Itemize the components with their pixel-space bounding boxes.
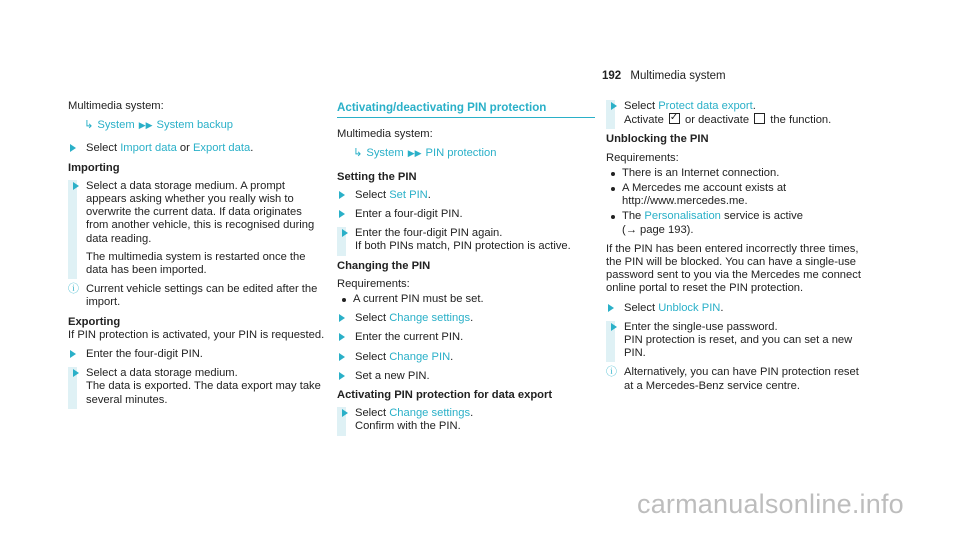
paragraph: If the PIN has been entered incorrectly three times, the PIN will be blocked. You can have a single-use password sent to you via the Mercedes me connect online portal to reset the PIN protection. <box>606 242 861 295</box>
page-header <box>602 70 726 83</box>
info-icon: ⓘ <box>606 366 617 379</box>
change-pin-link[interactable]: Change PIN <box>389 350 451 363</box>
play-arrow-icon <box>608 304 614 312</box>
menu-path <box>84 119 326 132</box>
step: Select Unblock PIN. <box>606 302 864 315</box>
list-item: A current PIN must be set. <box>337 293 595 306</box>
change-settings-link[interactable]: Change settings <box>389 407 471 420</box>
column-1 <box>68 100 326 413</box>
double-chevron-icon: ▶▶ <box>138 120 153 131</box>
path-pin-protection[interactable]: PIN protection <box>425 147 497 160</box>
column-3 <box>606 100 864 399</box>
return-arrow-icon: ↳ <box>353 147 363 160</box>
step: Select Protect data export. Activate ✓ or deactivate the function. <box>606 100 864 127</box>
checkbox-checked-icon[interactable] <box>669 113 680 124</box>
import-data-link[interactable]: Import data <box>120 142 177 155</box>
export-heading: Activating PIN protection for data export <box>337 389 553 402</box>
step: Select Change PIN. <box>337 351 595 364</box>
play-arrow-icon <box>339 353 345 361</box>
step: Set a new PIN. <box>337 370 595 383</box>
play-arrow-icon <box>339 333 345 341</box>
step: Select Import data or Export data. <box>68 142 326 155</box>
play-arrow-icon <box>339 372 345 380</box>
menu-path <box>353 147 595 160</box>
changing-heading: Changing the PIN <box>337 259 431 272</box>
note: ⓘ Alternatively, you can have PIN protection reset at a Mercedes-Benz service centre. <box>606 366 859 392</box>
step: Enter the current PIN. <box>337 331 595 344</box>
section-heading: Activating/deactivating PIN protection <box>337 101 595 118</box>
path-system[interactable]: System <box>97 119 135 132</box>
step: Enter a four-digit PIN. <box>337 208 595 221</box>
double-chevron-icon: ▶▶ <box>407 148 422 159</box>
step: Enter the single-use password. PIN protection is reset, and you can set a new PIN. <box>606 321 864 361</box>
play-arrow-icon <box>339 210 345 218</box>
requirements-label: Requirements: <box>606 151 679 164</box>
step: Enter the four-digit PIN. <box>68 348 326 361</box>
step: Select a data storage medium. The data is exported. The data export may take several minutes. <box>68 367 326 407</box>
menu-intro: Multimedia system: <box>337 128 433 141</box>
unblock-pin-link[interactable]: Unblock PIN <box>658 301 721 314</box>
play-arrow-icon <box>70 144 76 152</box>
exporting-text: If PIN protection is activated, your PIN is requested. <box>68 328 325 341</box>
checkbox-empty-icon[interactable] <box>754 113 765 124</box>
step: Enter the four-digit PIN again. If both PINs match, PIN protection is active. <box>337 227 595 253</box>
list-item: A Mercedes me account exists at http://www.mercedes.me. <box>606 182 864 208</box>
play-arrow-icon <box>70 350 76 358</box>
path-system[interactable]: System <box>366 147 404 160</box>
page-number: 192 <box>602 70 622 82</box>
step: Select Set PIN. <box>337 189 595 202</box>
protect-data-export-link[interactable]: Protect data export <box>658 100 753 112</box>
exporting-heading: Exporting <box>68 315 121 328</box>
step: Select Change settings. <box>337 312 595 325</box>
menu-intro: Multimedia system: <box>68 100 164 112</box>
play-arrow-icon <box>342 409 348 417</box>
note: ⓘ Current vehicle settings can be edited after the import. <box>68 283 318 309</box>
requirements-list <box>606 167 864 237</box>
play-arrow-icon <box>342 229 348 237</box>
export-data-link[interactable]: Export data <box>192 142 251 155</box>
list-item: The Personalisation service is active (→ page 193). <box>606 210 864 236</box>
set-pin-link[interactable]: Set PIN <box>389 188 428 201</box>
step: Select Change settings. Confirm with the PIN. <box>337 407 595 433</box>
personalisation-link[interactable]: Personalisation <box>644 210 721 223</box>
path-system-backup[interactable]: System backup <box>156 119 234 132</box>
play-arrow-icon <box>611 102 617 110</box>
column-2 <box>337 101 595 440</box>
play-arrow-icon <box>339 191 345 199</box>
change-settings-link[interactable]: Change settings <box>389 312 471 325</box>
section-title: Multimedia system <box>630 70 726 82</box>
step: Select a data storage medium. A prompt appears asking whether you really wish to overwrite the current data. If data originates from another vehicle, this is recognised during data reading. The multimedia system is restarted once the data has been imported. <box>68 180 326 277</box>
play-arrow-icon <box>73 369 79 377</box>
play-arrow-icon <box>339 314 345 322</box>
unblock-heading: Unblocking the PIN <box>606 133 709 146</box>
setting-heading: Setting the PIN <box>337 170 417 183</box>
page-reference[interactable]: (→ page 193). <box>622 223 694 236</box>
requirements-list <box>337 293 595 306</box>
watermark: carmanualsonline.info <box>637 489 904 519</box>
info-icon: ⓘ <box>68 283 79 296</box>
play-arrow-icon <box>73 182 79 190</box>
play-arrow-icon <box>611 323 617 331</box>
return-arrow-icon: ↳ <box>84 119 94 132</box>
importing-heading: Importing <box>68 161 120 174</box>
requirements-label: Requirements: <box>337 277 410 290</box>
list-item: There is an Internet connection. <box>606 167 864 180</box>
